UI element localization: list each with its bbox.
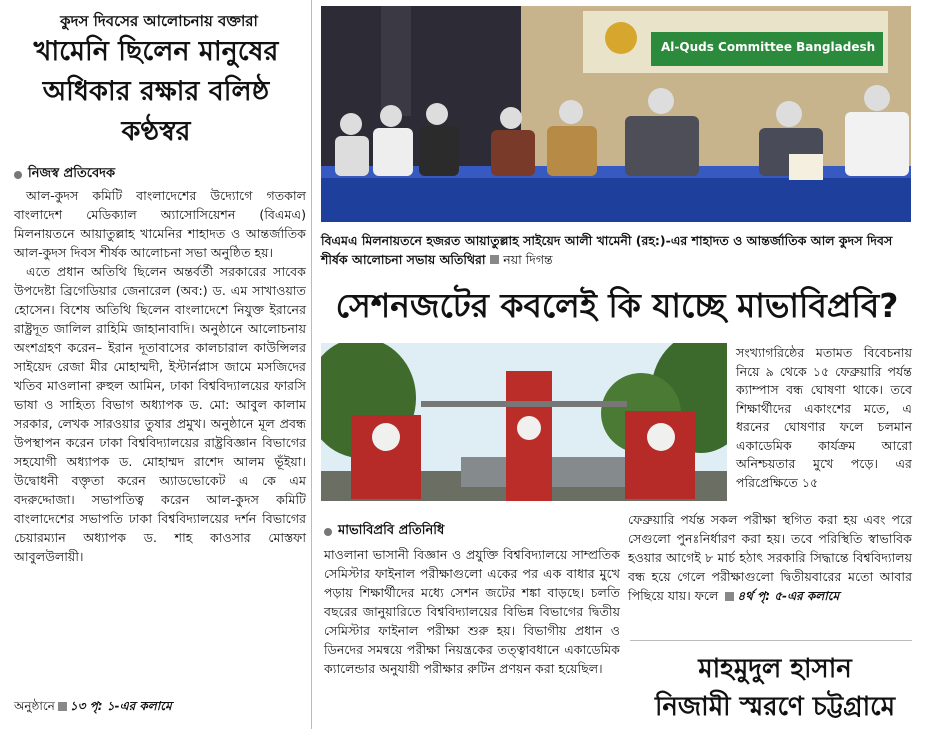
byline-text: নিজস্ব প্রতিবেদক (28, 166, 116, 181)
paragraph: আল-কুদস কমিটি বাংলাদেশের উদ্যোগে গতকাল বাংলাদেশ মেডিক্যাল অ্যাসোসিয়েশন (বিএমএ) মিলনায়তনে আয়াতুল্লাহ খামেনির শাহাদত ও আন্তর্জাতিক আল-কুদস দিবস শীর্ষক আলোচনা সভা অনুষ্ঠিত হয়। (14, 188, 306, 260)
article-headline[interactable] (630, 650, 920, 726)
photo-credit: নয়া দিগন্ত (503, 252, 553, 267)
square-icon (725, 592, 734, 601)
headline-line-1: খামেনি ছিলেন মানুষের (33, 36, 279, 67)
section-divider (630, 640, 912, 641)
jump-prefix: অনুষ্ঠানে (14, 699, 55, 713)
event-photo (321, 6, 911, 222)
headline-line-3: কণ্ঠস্বর (121, 116, 191, 147)
event-photo-illustration (321, 6, 911, 222)
article-right-column: সংখ্যাগরিষ্ঠের মতামত বিবেচনায় নিয়ে ৯ থেকে ১৫ ফেব্রুয়ারি পর্যন্ত ক্যাম্পাস বন্ধ ঘোষণা থাকে। তবে শিক্ষার্থীদের একাংশের মতে, এ ধরনের ঘোষণার ফলে চলমান একাডেমিক কার্যক্রম আরো অনিশ্চয়তার মুখে পড়ে। এর পরিপ্রেক্ষিতে ১৫ (736, 345, 912, 490)
bullet-icon (324, 528, 332, 536)
caption-text: বিএমএ মিলনায়তনে হজরত আয়াতুল্লাহ সাইয়েদ আলী খামেনী (রহ:)-এর শাহাদত ও আন্তর্জাতিক আল কুদস দিবস শীর্ষক আলোচনা সভায় অতিথিরা (321, 233, 893, 267)
photo-caption (321, 231, 911, 269)
article-body (14, 186, 306, 566)
banner-text: Al-Quds Committee Bangladesh (661, 40, 876, 54)
jump-text: ১৩ পৃ: ১-এর কলামে (69, 699, 172, 713)
article-kicker: কুদস দিবসের আলোচনায় বক্তারা (60, 12, 258, 30)
byline-text: মাভাবিপ্রবি প্রতিনিধি (338, 523, 445, 538)
paragraph: ফেব্রুয়ারি পর্যন্ত সকল পরীক্ষা স্থগিত করা হয় এবং পরে সেগুলো পুনঃনির্ধারণ করা হয়। তবে পরিস্থিতি স্বাভাবিক হওয়ার আগেই ৮ মার্চ হঠাৎ সরকারি সিদ্ধান্তে বিশ্ববিদ্যালয় বন্ধ হয়ে গেলে পরীক্ষাগুলো দ্বিতীয়বারের মতো আবার পিছিয়ে যায়। ফলে (628, 512, 912, 603)
campus-gate-photo (321, 343, 727, 501)
continuation-link[interactable] (722, 589, 839, 603)
article-headline[interactable]: সেশনজটের কবলেই কি যাচ্ছে মাভাবিপ্রবি? (335, 286, 899, 325)
article-left-column: মাওলানা ভাসানী বিজ্ঞান ও প্রযুক্তি বিশ্ববিদ্যালয়ে সাম্প্রতিক সেমিস্টার ফাইনাল পরীক্ষাগুলো একের পর এক বাধার মুখে পড়ায় শিক্ষার্থীদের মধ্যে সেশন জটের শঙ্কা বাড়ছে। চলতি বছরের জানুয়ারিতে বিশ্ববিদ্যালয়ের বিভিন্ন বিভাগের দ্বিতীয় সেমিস্টার ফাইনাল পরীক্ষা শুরু হয়। বিভাগীয় প্রধান ও ডিনদের সমন্বয়ে পরীক্ষা নিয়ন্ত্রকের তত্ত্বাবধানে একাডেমিক ক্যালেন্ডার অনুযায়ী পরীক্ষার রুটিন প্রণয়ন করা হয়েছিল। (324, 547, 620, 676)
byline (14, 164, 115, 185)
byline (324, 521, 444, 542)
square-icon (58, 702, 67, 711)
headline-line-2: অধিকার রক্ষার বলিষ্ঠ (42, 76, 270, 107)
headline-line-2: নিজামী স্মরণে চট্টগ্রামে (654, 692, 896, 722)
article-headline[interactable] (6, 32, 306, 152)
column-divider (311, 0, 312, 729)
headline-line-1: মাহমুদুল হাসান (698, 654, 852, 684)
square-icon (490, 255, 499, 264)
continuation-link[interactable] (14, 698, 172, 718)
article-continued-text (628, 510, 912, 606)
campus-gate-illustration (321, 343, 727, 501)
bullet-icon (14, 171, 22, 179)
jump-text: ৪র্থ পৃ: ৫-এর কলামে (737, 589, 840, 603)
paragraph: এতে প্রধান অতিথি ছিলেন অন্তর্বর্তী সরকারের সাবেক উপদেষ্টা ব্রিগেডিয়ার জেনারেল (অব:) ড. এম সাখাওয়াত হোসেন। বিশেষ অতিথি ছিলেন বাংলাদেশে নিযুক্ত ইরানের রাষ্ট্রদূত জালিল রাহিমি জাহানাবাদি। অনুষ্ঠানে আলোচনায় অংশগ্রহণ করেন– ইরান দূতাবাসের কালচারাল কাউন্সিলর সাইয়েদ রেজা মীর মোহাম্মদী, ইস্টার্নপ্লাস জামে মসজিদের খতিব মাওলানা রুহুল আমিন, ঢাকা বিশ্ববিদ্যালয়ের ফারসি ভাষা ও সাহিত্য বিভাগ অধ্যাপক ড. মো: আবুল কালাম সরকার, লেখক সারওয়ার তুষার প্রমুখ। অনুষ্ঠানে মূল প্রবন্ধ উপস্থাপন করেন ঢাকা বিশ্ববিদ্যালয়ের রাষ্ট্রবিজ্ঞান বিভাগের সহযোগী অধ্যাপক ড. মোহাম্মদ রাশেদ আলম ভূঁইয়া। উদ্বোধনী বক্তৃতা করেন অ্যাডভোকেট এ কে এম বদরুদ্দোজা। সভাপতিত্ব করেন আল-কুদস কমিটি বাংলাদেশের সভাপতি ঢাকা বিশ্ববিদ্যালয়ের দর্শন বিভাগের চেয়ারম্যান অধ্যাপক ড. শাহ কাওসার মোস্তফা আবুলউলায়ী। (14, 264, 306, 564)
